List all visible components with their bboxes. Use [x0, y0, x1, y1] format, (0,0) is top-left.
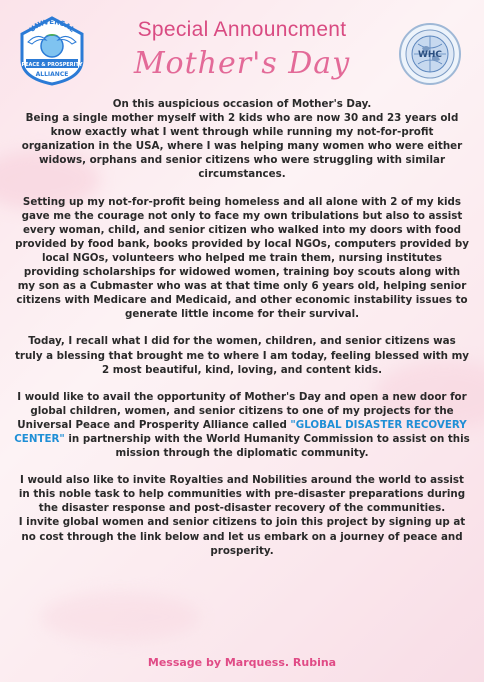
- announcement-title: Special Announcment: [137, 18, 347, 41]
- paragraph-royalties-invite: I would also like to invite Royalties and Nobilities around the world to assist in this noble task to help communities with pre-disaster preparations during the disaster response and post-disaster recovery of the communities.: [18, 474, 466, 515]
- decorative-splash: [40, 592, 200, 642]
- paragraph-not-for-profit: Setting up my not-for-profit being homeless and all alone with 2 of my kids gave me the courage not only to face my own tribulations but also to assist every woman, child, and senior citizen who walked into my doors with food provided by food bank, books provided by local NGOs, computers provided by local NGOs, volunteers who helped me train them, nursing institutes providing scholarships for widowed women, training boy scouts along with my son as a Cubmaster who was at that time only 6 years old, helping senior citizens with Medicare and Medicaid, and other economic instability issues to generate little income for their survival.: [15, 195, 469, 321]
- mothers-day-script-title: Mother's Day: [133, 46, 351, 81]
- announcement-body: [14, 97, 470, 558]
- paragraph-text: I would like to avail the opportunity of Mother's Day and open a new door for global children, women, and senior citizens to one of my projects for the Universal Peace and Prosperity Alliance called: [17, 390, 467, 431]
- global-disaster-recovery-center-label: "GLOBAL DISASTER RECOVERY CENTER": [14, 418, 467, 445]
- logo-peace-text: PEACE & PROSPERITY: [21, 62, 83, 68]
- paragraph-join-invite: I invite global women and senior citizens to join this project by signing up at no cost through the link below and let us embark on a journey of peace and prosperity.: [18, 516, 466, 557]
- header: [0, 0, 484, 92]
- logo-universal-text: UNIVERSAL: [27, 17, 77, 34]
- signature: Message by Marquess. Rubina: [147, 656, 337, 669]
- logo-alliance-text: ALLIANCE: [35, 71, 69, 78]
- whc-logo-text: WHC: [417, 50, 443, 60]
- paragraph-blessing: Today, I recall what I did for the women, children, and senior citizens was truly a blessing that brought me to where I am today, feeling blessed with my 2 most beautiful, kind, loving, and content kids.: [14, 335, 470, 376]
- world-humanity-commission-logo: [398, 22, 462, 86]
- paragraph-text: in partnership with the World Humanity Commission to assist on this mission through the diplomatic community.: [64, 432, 470, 460]
- paragraph-disaster-recovery: [14, 390, 470, 460]
- paragraph-single-mother: Being a single mother myself with 2 kids who are now 30 and 23 years old know exactly what I went through while running my not-for-profit organization in the USA, where I was helping many women who were either widows, orphans and senior citizens who were struggling with similar circumstances.: [21, 112, 463, 181]
- paragraph-intro: On this auspicious occasion of Mother's Day.: [112, 98, 372, 110]
